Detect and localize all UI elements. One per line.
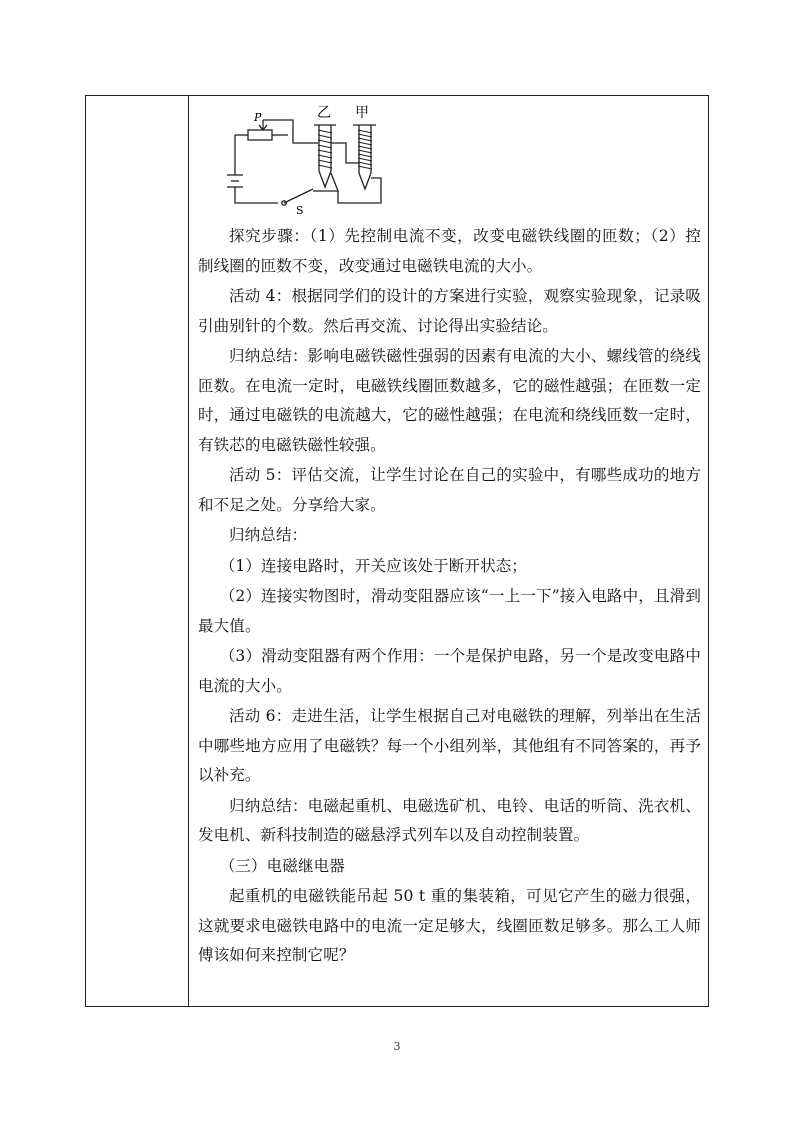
text-body	[198, 222, 701, 972]
paragraph-point-2: （2）连接实物图时，滑动变阻器应该“一上一下”接入电路中，且滑到最大值。	[198, 587, 701, 635]
rheostat-label: P	[254, 111, 262, 124]
paragraph-point-1: （1）连接电路时，开关应该处于断开状态；	[219, 556, 528, 575]
paragraph-activity-5: 活动 5：评估交流，让学生讨论在自己的实验中，有哪些成功的地方和不足之处。分享给大家。	[198, 466, 701, 514]
paragraph-activity-6: 活动 6：走进生活，让学生根据自己对电磁铁的理解，列举出在生活中哪些地方应用了电磁铁？每一个小组列举，其他组有不同答案的，再予以补充。	[198, 707, 701, 784]
paragraph-summary-3: 归纳总结：电磁起重机、电磁选矿机、电铃、电话的听筒、洗衣机、发电机、新科技制造的磁悬浮式列车以及自动控制装置。	[198, 796, 701, 844]
paragraph-crane: 起重机的电磁铁能吊起 50 t 重的集装箱，可见它产生的磁力很强，这就要求电磁铁电路中的电流一定足够大，线圈匝数足够多。那么工人师傅该如何来控制它呢？	[198, 887, 701, 964]
circuit-diagram	[138, 103, 388, 223]
nail-yi-label: 乙	[317, 105, 331, 121]
paragraph-activity-4: 活动 4：根据同学们的设计的方案进行实验，观察实验现象，记录吸引曲别针的个数。然后再交流、讨论得出实验结论。	[198, 287, 701, 335]
table-left-cell	[86, 96, 189, 1006]
switch-label: S	[296, 204, 304, 217]
paragraph-summary-2: 归纳总结：	[229, 526, 308, 544]
paragraph-summary-1: 归纳总结：影响电磁铁磁性强弱的因素有电流的大小、螺线管的绕线匝数。在电流一定时，电磁铁线圈匝数越多，它的磁性越强；在匝数一定时，通过电磁铁的电流越大，它的磁性越强；在电流和绕线匝数一定时，有铁芯的电磁铁磁性较强。	[198, 347, 701, 454]
content-table	[85, 95, 709, 1007]
nail-jia-label: 甲	[355, 105, 369, 121]
section-heading-relay: （三）电磁继电器	[219, 856, 345, 875]
page-number: 3	[393, 1040, 401, 1053]
paragraph-point-3: （3）滑动变阻器有两个作用：一个是保护电路，另一个是改变电路中电流的大小。	[198, 647, 701, 695]
paragraph-steps: 探究步骤：（1）先控制电流不变，改变电磁铁线圈的匝数；（2）控制线圈的匝数不变，改变通过电磁铁电流的大小。	[198, 227, 701, 275]
table-right-cell	[190, 96, 708, 1006]
